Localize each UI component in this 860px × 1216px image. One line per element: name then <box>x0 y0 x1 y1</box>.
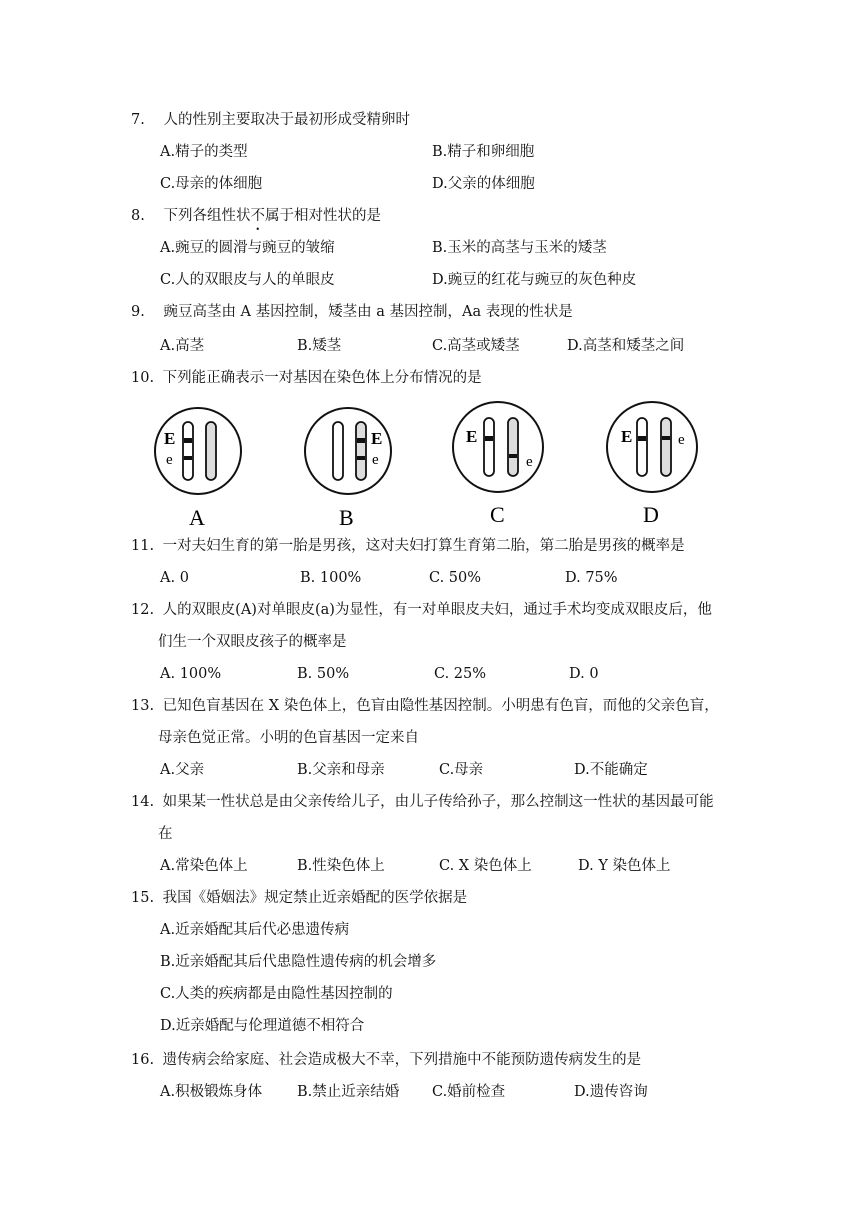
option-d: D.遗传咨询 <box>574 1084 648 1100</box>
gene-label: E <box>371 429 383 448</box>
question-number: 10. <box>131 370 155 386</box>
option-a: A. 0 <box>160 570 189 586</box>
figure-label-d: D <box>643 502 659 527</box>
option-a: A.近亲婚配其后代必患遗传病 <box>160 922 350 938</box>
option-d: D.高茎和矮茎之间 <box>567 338 685 354</box>
option-c: C.高茎或矮茎 <box>432 338 520 354</box>
question-stem: 豌豆高茎由 A 基因控制，矮茎由 a 基因控制，Aa 表现的性状是 <box>163 304 573 320</box>
option-b: B.矮茎 <box>297 338 342 354</box>
question-number: 11. <box>131 538 155 554</box>
question-stem: 如果某一性状总是由父亲传给儿子，由儿子传给孙子，那么控制这一性状的基因最可能 <box>162 794 714 810</box>
question-number: 14. <box>131 794 155 810</box>
option-a: A.积极锻炼身体 <box>160 1084 263 1100</box>
question-stem: 遗传病会给家庭、社会造成极大不幸，下列措施中不能预防遗传病发生的是 <box>162 1052 642 1068</box>
question-9 <box>131 302 573 322</box>
question-stem: 已知色盲基因在 X 染色体上，色盲由隐性基因控制。小明患有色盲，而他的父亲色盲， <box>162 698 719 714</box>
question-number: 7. <box>131 112 145 128</box>
cell-diagram-c <box>453 402 543 527</box>
gene-label: e <box>372 452 379 468</box>
option-a: A.父亲 <box>160 762 205 778</box>
question-stem: 人的性别主要取决于最初形成受精卵时 <box>163 112 410 128</box>
option-c: C.人类的疾病都是由隐性基因控制的 <box>160 986 393 1002</box>
option-d: D.豌豆的红花与豌豆的灰色种皮 <box>432 272 637 288</box>
figure-label-c: C <box>490 502 505 527</box>
gene-label: e <box>166 452 173 468</box>
cell-diagram-a <box>155 408 241 530</box>
option-c: C.人的双眼皮与人的单眼皮 <box>160 272 335 288</box>
gene-label: E <box>466 427 478 446</box>
option-c: C.婚前检查 <box>432 1084 506 1100</box>
figure-label-b: B <box>339 505 354 530</box>
option-b: B.精子和卵细胞 <box>432 144 535 160</box>
question-number: 16. <box>131 1052 155 1068</box>
gene-label: E <box>621 427 633 446</box>
question-11 <box>131 536 685 556</box>
option-b: B. 50% <box>297 666 350 682</box>
question-number: 13. <box>131 698 155 714</box>
option-d: D. 75% <box>565 570 618 586</box>
gene-label: e <box>526 454 533 470</box>
chromosome-figure <box>0 398 860 538</box>
option-c: C. 50% <box>429 570 482 586</box>
option-a: A.高茎 <box>160 338 205 354</box>
question-stem-continued: 在 <box>158 826 173 842</box>
option-b: B.父亲和母亲 <box>297 762 385 778</box>
question-number: 15. <box>131 890 155 906</box>
question-15 <box>131 888 467 908</box>
question-13 <box>131 696 719 716</box>
option-c: C.母亲的体细胞 <box>160 176 263 192</box>
question-14 <box>131 792 714 812</box>
option-c: C.母亲 <box>439 762 484 778</box>
option-c: C. X 染色体上 <box>439 858 532 874</box>
cell-diagram-d <box>607 402 697 527</box>
cell-diagram-b <box>305 408 391 530</box>
option-a: A.精子的类型 <box>160 144 248 160</box>
question-number: 9. <box>131 304 145 320</box>
option-d: D. 0 <box>569 666 599 682</box>
gene-label: E <box>164 429 176 448</box>
question-stem: 我国《婚姻法》规定禁止近亲婚配的医学依据是 <box>162 890 468 906</box>
option-a: A. 100% <box>160 666 222 682</box>
option-b: B.禁止近亲结婚 <box>297 1084 400 1100</box>
question-number: 8. <box>131 208 145 224</box>
option-d: D.父亲的体细胞 <box>432 176 535 192</box>
question-16 <box>131 1050 641 1070</box>
option-d: D.不能确定 <box>574 762 648 778</box>
gene-label: e <box>678 432 685 448</box>
option-d: D. Y 染色体上 <box>578 858 671 874</box>
question-stem: 下列能正确表示一对基因在染色体上分布情况的是 <box>162 370 482 386</box>
figure-label-a: A <box>189 505 205 530</box>
question-stem-continued: 们生一个双眼皮孩子的概率是 <box>158 634 347 650</box>
option-a: A.常染色体上 <box>160 858 248 874</box>
question-stem: 一对夫妇生育的第一胎是男孩，这对夫妇打算生育第二胎，第二胎是男孩的概率是 <box>162 538 685 554</box>
question-10 <box>131 368 482 388</box>
question-stem: 人的双眼皮(A)对单眼皮(a)为显性，有一对单眼皮夫妇，通过手术均变成双眼皮后，他 <box>162 602 712 618</box>
option-c: C. 25% <box>434 666 487 682</box>
option-b: B.近亲婚配其后代患隐性遗传病的机会增多 <box>160 954 437 970</box>
question-number: 12. <box>131 602 155 618</box>
question-stem-continued: 母亲色觉正常。小明的色盲基因一定来自 <box>158 730 419 746</box>
question-12 <box>131 600 712 620</box>
option-a: A.豌豆的圆滑与豌豆的皱缩 <box>160 240 335 256</box>
option-b: B. 100% <box>300 570 362 586</box>
question-7 <box>131 110 410 130</box>
question-stem: 下列各组性状不属于相对性状的是 <box>163 208 381 224</box>
emphasis-char: 不 <box>250 208 265 224</box>
option-b: B.玉米的高茎与玉米的矮茎 <box>432 240 607 256</box>
option-d: D.近亲婚配与伦理道德不相符合 <box>160 1018 365 1034</box>
question-8 <box>131 206 381 226</box>
option-b: B.性染色体上 <box>297 858 385 874</box>
